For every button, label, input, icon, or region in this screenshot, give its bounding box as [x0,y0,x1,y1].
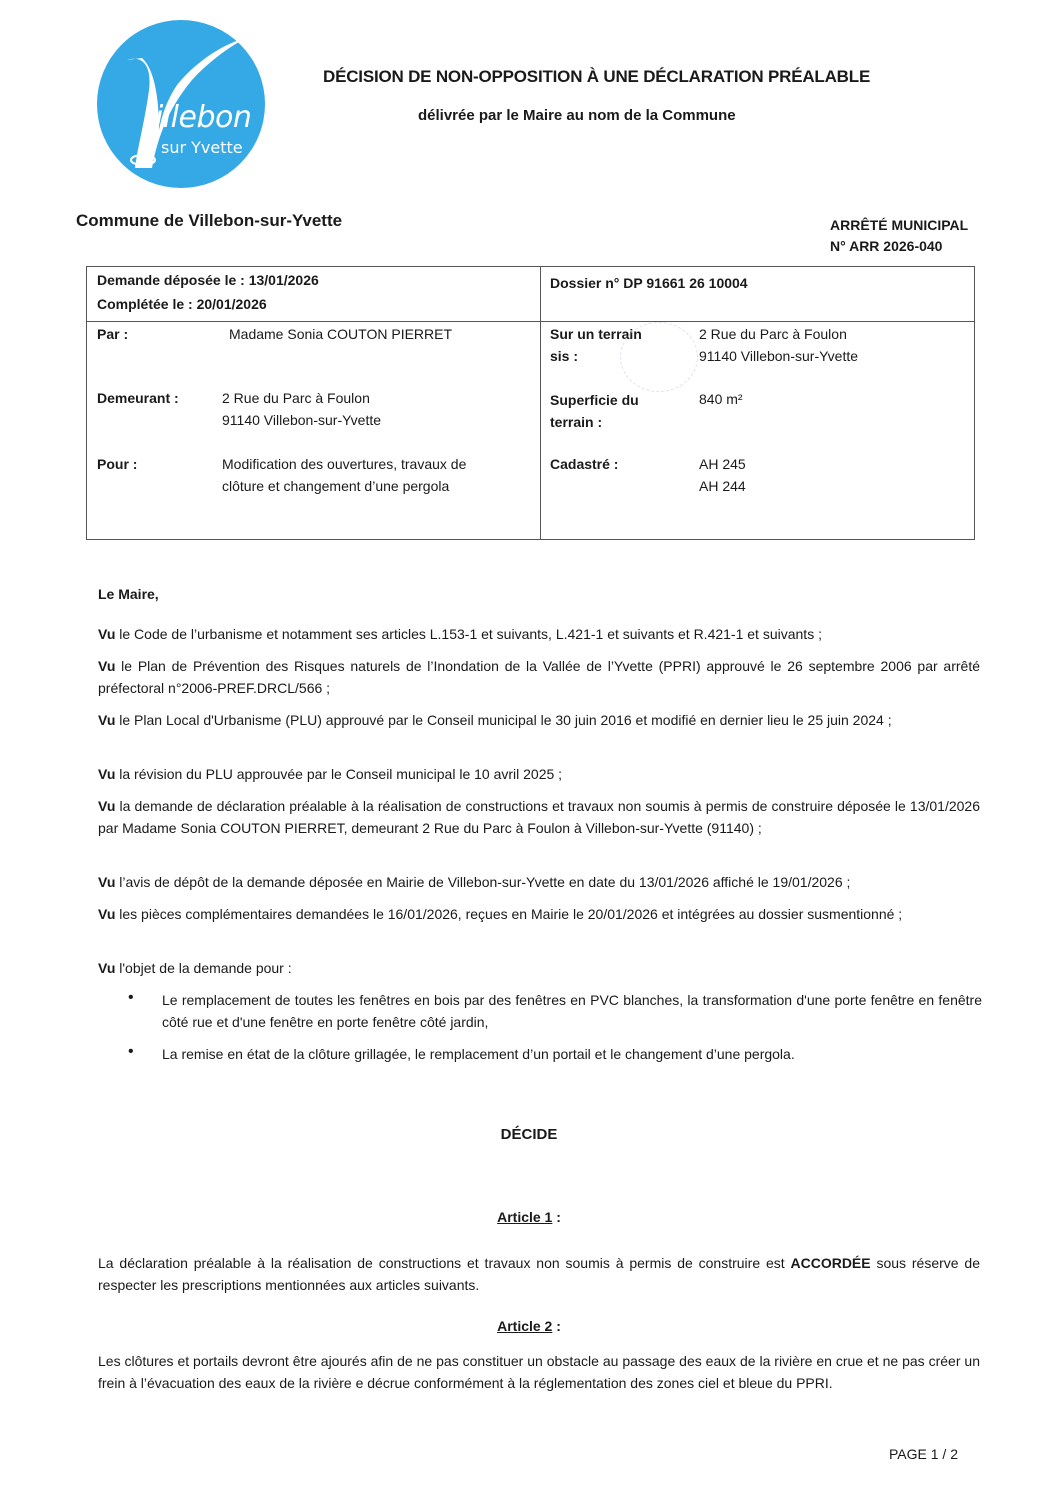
info-table [86,266,975,540]
completee-le: Complétée le : 20/01/2026 [97,296,267,312]
vu-ppri [98,655,980,699]
article-2-text: Les clôtures et portails devront être ajourés afin de ne pas constituer un obstacle au passage des eaux de la rivière en crue et ne pas créer un frein à l’évacuation des eaux de la rivière e décrue conformément à la réglementation des zones ciel et bleue du PPRI. [98,1353,980,1391]
vu-text: le Plan Local d'Urbanisme (PLU) approuvé par le Conseil municipal le 30 juin 2016 et modifié en dernier lieu le 25 juin 2024 ; [115,712,892,728]
dossier-number: Dossier n° DP 91661 26 10004 [550,275,748,291]
vu-objet-demande [98,957,980,979]
le-maire: Le Maire, [98,586,159,602]
bullet-item-2: La remise en état de la clôture grillagée, le remplacement d’un portail et le changement d’une pergola. [162,1046,795,1062]
official-stamp-icon [620,322,698,392]
vu-word: Vu [98,906,116,922]
article-2-heading [0,1318,1058,1334]
villebon-logo [97,20,265,188]
pour-line1: Modification des ouvertures, travaux de [222,456,467,472]
vu-word: Vu [98,798,116,814]
par-value: Madame Sonia COUTON PIERRET [229,326,453,342]
superficie-value: 840 m² [699,391,743,407]
cadastre-label: Cadastré : [550,456,619,472]
terrain-line2: 91140 Villebon-sur-Yvette [699,348,859,364]
article-1-heading [0,1209,1058,1225]
vu-text: le Code de l’urbanisme et notamment ses articles L.153-1 et suivants, L.421-1 et suivants et R.421-1 et suivants ; [115,626,822,642]
terrain-line1: 2 Rue du Parc à Foulon [699,326,847,342]
vu-word: Vu [98,874,116,890]
vu-text: l'objet de la demande pour : [115,960,292,976]
vu-word: Vu [98,766,116,782]
article-1-text-a: La déclaration préalable à la réalisation de constructions et travaux non soumis à permis de construire est [98,1255,791,1271]
vu-avis-depot [98,871,980,893]
logo-text-villebon: illebon [155,100,252,135]
page-number: PAGE 1 / 2 [889,1446,958,1462]
vu-text: la révision du PLU approuvée par le Conseil municipal le 10 avril 2025 ; [115,766,563,782]
article-colon: : [552,1209,561,1225]
bullet-icon: • [128,989,134,1006]
pour-label: Pour : [97,456,138,472]
vu-plu [98,709,980,731]
commune-name: Commune de Villebon-sur-Yvette [76,211,343,230]
article-1-text [98,1252,980,1296]
vu-revision-plu [98,763,980,785]
table-divider-horizontal [87,321,974,322]
superficie-label-line1: Superficie du [550,392,639,408]
vu-text: le Plan de Prévention des Risques naturels de l’Inondation de la Vallée de l’Yvette (PPRI) approuvé le 26 septembre 2006 par arrêté préfectoral n°2006-PREF.DRCL/566 ; [98,658,980,696]
vu-word: Vu [98,658,116,674]
cadastre-2: AH 244 [699,478,746,494]
demeurant-line1: 2 Rue du Parc à Foulon [222,390,370,406]
accordee-word: ACCORDÉE [790,1255,871,1271]
vu-code-urbanisme [98,623,980,645]
demeurant-label: Demeurant : [97,390,179,406]
article-1-text-b: sous réserve de respecter les prescriptions mentionnées aux articles suivants. [98,1255,980,1293]
vu-demande [98,795,980,839]
vu-pieces-complementaires [98,903,980,925]
article-2-title: Article 2 [497,1318,553,1334]
superficie-label-line2: terrain : [550,414,603,430]
bullet-icon: • [128,1043,134,1060]
document-title: DÉCISION DE NON-OPPOSITION À UNE DÉCLARATION PRÉALABLE [323,67,871,86]
terrain-label-line2: sis : [550,348,579,364]
document-subtitle: délivrée par le Maire au nom de la Commune [418,107,736,124]
demeurant-line2: 91140 Villebon-sur-Yvette [222,412,382,428]
article-colon: : [552,1318,561,1334]
article-1-title: Article 1 [497,1209,553,1225]
terrain-label-line1: Sur un terrain [550,326,642,342]
decide-heading: DÉCIDE [500,1126,558,1143]
pour-line2: clôture et changement d’une pergola [222,478,450,494]
arrete-number: N° ARR 2026-040 [830,238,943,254]
vu-word: Vu [98,960,116,976]
demande-deposee: Demande déposée le : 13/01/2026 [97,272,319,288]
bullet-item-1: Le remplacement de toutes les fenêtres en bois par des fenêtres en PVC blanches, la transformation d'une porte fenêtre en fenêtre côté rue et d'une fenêtre en porte fenêtre côté jardin, [162,992,982,1030]
table-divider-vertical [540,267,541,539]
par-label: Par : [97,326,129,342]
logo-text-sur-yvette: sur Yvette [161,138,243,157]
vu-text: les pièces complémentaires demandées le 16/01/2026, reçues en Mairie le 20/01/2026 et intégrées au dossier susmentionné ; [115,906,903,922]
vu-text: l’avis de dépôt de la demande déposée en Mairie de Villebon-sur-Yvette en date du 13/01/2026 affiché le 19/01/2026 ; [115,874,851,890]
cadastre-1: AH 245 [699,456,746,472]
vu-text: la demande de déclaration préalable à la réalisation de constructions et travaux non soumis à permis de construire déposée le 13/01/2026 par Madame Sonia COUTON PIERRET, demeurant 2 Rue du Parc à Foulon à Villebon-sur-Yvette (91140) ; [98,798,980,836]
arrete-label: ARRÊTÉ MUNICIPAL [830,217,969,233]
vu-word: Vu [98,626,116,642]
vu-word: Vu [98,712,116,728]
